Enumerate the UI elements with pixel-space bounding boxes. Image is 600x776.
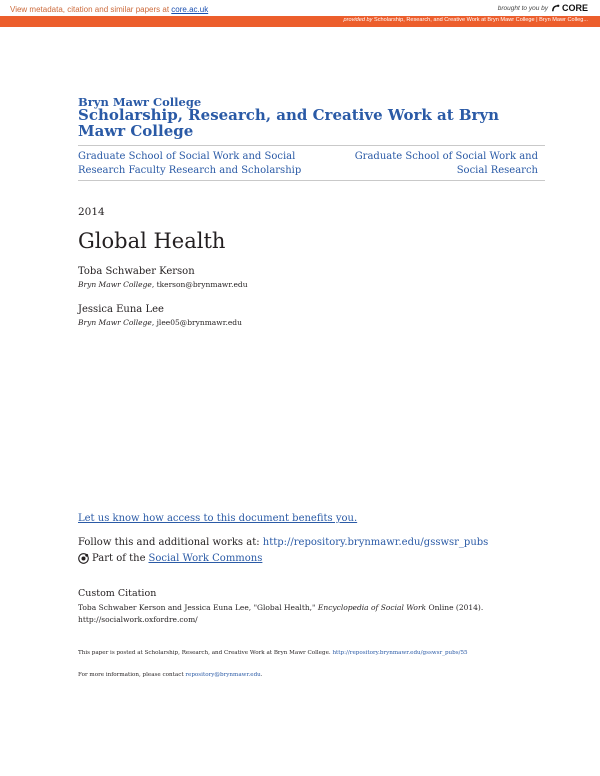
core-link[interactable]: core.ac.uk xyxy=(171,5,209,14)
repository-link[interactable]: http://repository.brynmawr.edu/gsswsr_pubs xyxy=(262,537,489,548)
core-metadata-notice xyxy=(10,5,208,14)
follow-line xyxy=(78,537,488,548)
author-affiliation xyxy=(78,318,242,327)
citation-text xyxy=(78,602,548,626)
author-name: Toba Schwaber Kerson xyxy=(78,266,195,277)
provided-by-prefix: provided by xyxy=(343,17,373,23)
follow-prefix: Follow this and additional works at: xyxy=(78,537,263,548)
provided-by-text[interactable] xyxy=(344,17,588,23)
affiliation-institution: Bryn Mawr College xyxy=(78,280,152,289)
brought-by-text: brought to you by xyxy=(497,4,548,12)
collection-link-right[interactable]: Graduate School of Social Work and Social Research xyxy=(354,151,538,176)
brought-to-you-by xyxy=(498,3,588,13)
part-of-line xyxy=(78,553,262,564)
author-affiliation xyxy=(78,280,248,289)
publication-year: 2014 xyxy=(78,206,105,218)
core-logo[interactable] xyxy=(551,3,588,13)
posted-notice xyxy=(78,650,468,656)
core-metadata-text: View metadata, citation and similar papers at xyxy=(10,5,172,14)
collection-link-left[interactable]: Graduate School of Social Work and Social Research Faculty Research and Scholarship xyxy=(78,151,302,176)
paper-link[interactable]: http://repository.brynmawr.edu/gsswsr_pubs/55 xyxy=(332,650,468,656)
author-name: Jessica Euna Lee xyxy=(78,304,164,315)
core-logo-icon xyxy=(551,4,560,13)
commons-link[interactable]: Social Work Commons xyxy=(148,553,263,564)
access-feedback-link[interactable]: Let us know how access to this document benefits you. xyxy=(78,513,358,524)
institution-name[interactable]: Bryn Mawr College xyxy=(78,95,202,109)
citation-authors-title: Toba Schwaber Kerson and Jessica Euna Lee, "Global Health," xyxy=(78,603,318,612)
core-logo-text: CORE xyxy=(561,3,588,13)
provided-by-source: Scholarship, Research, and Creative Work at Bryn Mawr College | Bryn Mawr Colleg... xyxy=(372,17,588,23)
page-title: Global Health xyxy=(78,229,226,253)
citation-heading: Custom Citation xyxy=(78,588,157,599)
contact-notice xyxy=(78,672,263,678)
contact-text: For more information, please contact xyxy=(78,672,186,678)
affiliation-institution: Bryn Mawr College xyxy=(78,318,152,327)
part-of-prefix: Part of the xyxy=(92,553,146,564)
divider xyxy=(78,180,545,181)
citation-details: Online (2014). http://socialwork.oxfordre.com/ xyxy=(78,603,484,624)
series-title[interactable]: Scholarship, Research, and Creative Work at Bryn Mawr College xyxy=(78,106,500,140)
divider xyxy=(78,145,545,146)
posted-text: This paper is posted at Scholarship, Research, and Creative Work at Bryn Mawr College. xyxy=(78,650,333,656)
contact-end: . xyxy=(260,672,263,678)
author-email: , jlee05@brynmawr.edu xyxy=(151,318,242,327)
author-email: , tkerson@brynmawr.edu xyxy=(151,280,248,289)
contact-email-link[interactable]: repository@brynmawr.edu xyxy=(185,672,261,678)
citation-source: Encyclopedia of Social Work xyxy=(317,603,427,612)
network-icon xyxy=(78,553,89,564)
